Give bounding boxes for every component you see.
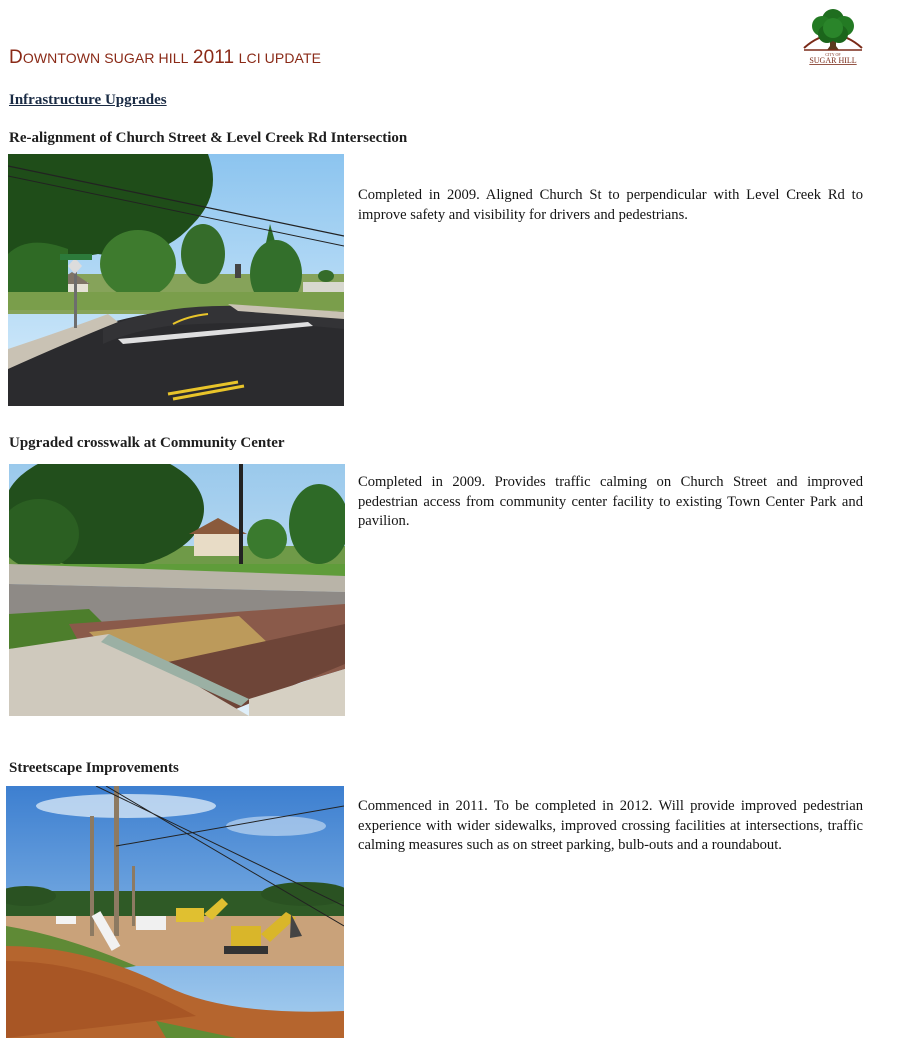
intersection-photo (8, 154, 344, 406)
construction-photo (6, 786, 344, 1038)
crosswalk-photo (9, 464, 345, 716)
title-initial: D (9, 47, 23, 68)
title-part1-rest: OWNTOWN SUGAR HILL (22, 50, 189, 66)
project-heading-3: Streetscape Improvements (9, 760, 179, 776)
project-description-2: Completed in 2009. Provides traffic calming on Church Street and improved pedestrian access from community center facility to existing Town Center Park and pavilion. (358, 474, 863, 529)
logo-text-main: SUGAR HILL (809, 56, 857, 65)
project-description-3: Commenced in 2011. To be completed in 2012. Will provide improved pedestrian experience with wider sidewalks, improved crossing facilities at intersections, traffic calming measures such as on street parking, bulb-outs and a roundabout. (358, 798, 863, 853)
project-heading-2: Upgraded crosswalk at Community Center (9, 435, 285, 451)
city-logo (800, 4, 866, 68)
document-title (9, 47, 321, 69)
title-part2: LCI UPDATE (238, 50, 322, 66)
project-heading-1: Re-alignment of Church Street & Level Creek Rd Intersection (9, 130, 408, 146)
title-year: 2011 (192, 47, 235, 68)
section-title: Infrastructure Upgrades (9, 92, 167, 108)
logo-text-top: CITY OF (825, 52, 841, 57)
project-description-1: Completed in 2009. Aligned Church St to perpendicular with Level Creek Rd to improve safety and visibility for drivers and pedestrians. (358, 187, 863, 223)
